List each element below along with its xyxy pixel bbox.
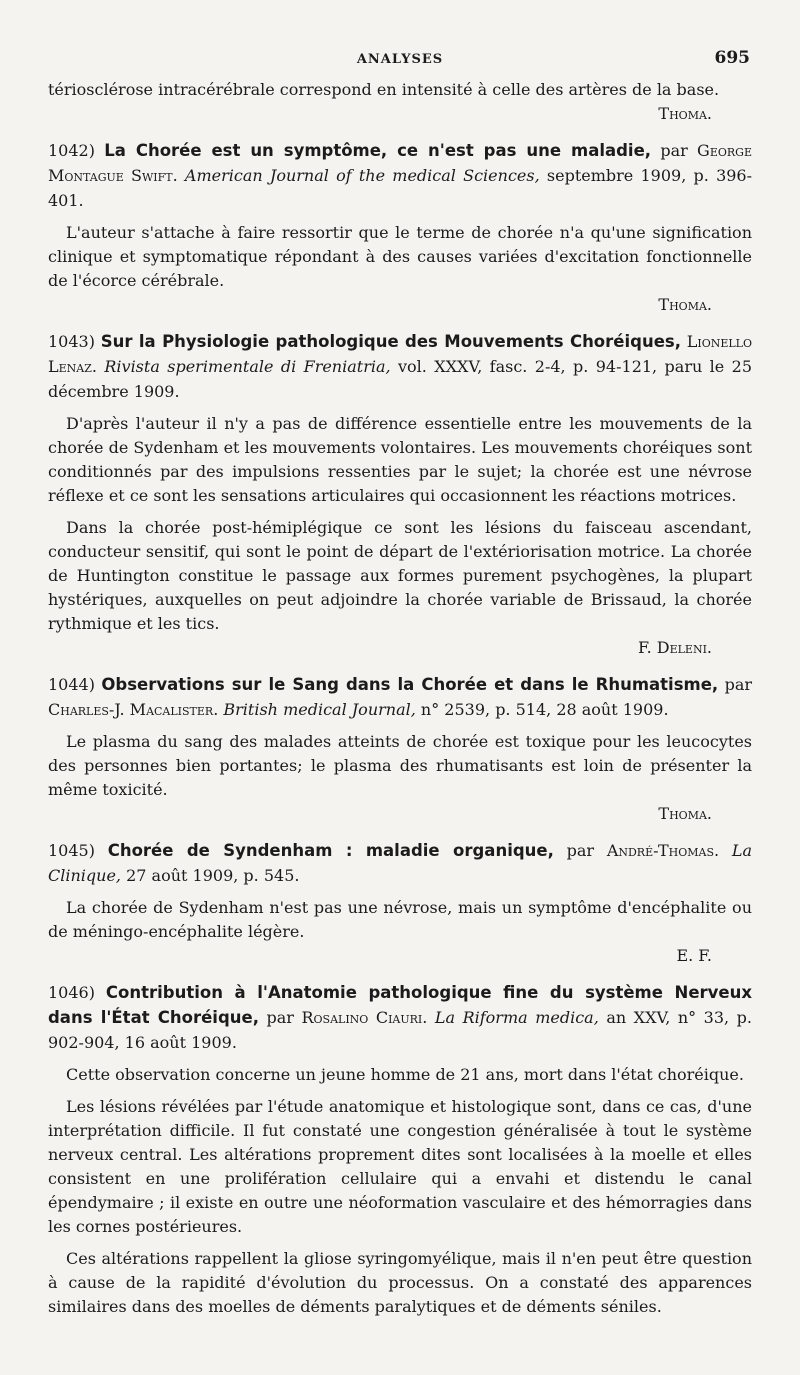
entry-title: Chorée de Syndenham : maladie organique, — [107, 841, 554, 860]
entry-heading — [48, 838, 752, 888]
entry-paragraph: Le plasma du sang des malades atteints de chorée est toxique pour les leucocytes des personnes bien portantes; le plasma des rhumatisants est loin de présenter la même toxicité. — [48, 732, 752, 799]
entry-reference: n° 2539, p. 514, 28 août 1909. — [420, 700, 669, 719]
abstract-entry — [48, 672, 752, 826]
entry-reference: 27 août 1909, p. 545. — [126, 866, 300, 885]
running-head-title: ANALYSES — [356, 52, 444, 67]
entry-title: La Chorée est un symptôme, ce n'est pas une maladie, — [104, 141, 652, 160]
entries-list — [48, 138, 752, 1319]
entry-journal: La Clinique, — [48, 841, 752, 885]
entry-signature: Thoma. — [658, 804, 712, 823]
entry-number: 1043) — [48, 332, 95, 351]
abstract-entry — [48, 980, 752, 1319]
entry-paragraph: Les lésions révélées par l'étude anatomique et histologique sont, dans ce cas, d'une interprétation difficile. Il fut constaté une congestion généralisée à tout le système nerveux central. Les altérations proprement dites sont localisées à la moelle et elles consistent en une prolifération cellulaire qui a envahi et distendu le canal épendymaire ; il existe en outre une néoformation vasculaire et des hémorragies dans les cornes postérieures. — [48, 1097, 752, 1236]
entry-paragraph: Cette observation concerne un jeune homme de 21 ans, mort dans l'état choréique. — [66, 1065, 744, 1084]
running-head — [48, 48, 752, 78]
page-number: 695 — [714, 48, 750, 68]
entry-by: par — [724, 675, 753, 694]
entry-paragraph: Dans la chorée post-hémiplégique ce sont les lésions du faisceau ascendant, conducteur sensitif, qui sont le point de départ de l'extériorisation motrice. La chorée de Huntington constitue le passage aux formes purement psychogènes, la plupart hystériques, auxquelles on peut adjoindre la chorée variable de Brissaud, la chorée rythmique et les tics. — [48, 518, 752, 633]
entry-title: Contribution à l'Anatomie pathologique fine du système Nerveux dans l'État Choréique, — [48, 983, 752, 1027]
entry-author: Lionello Lenaz. — [48, 332, 752, 376]
lead-signature: Thoma. — [658, 104, 712, 123]
lead-paragraph: tériosclérose intracérébrale correspond en intensité à celle des artères de la base. — [48, 80, 720, 99]
entry-title: Sur la Physiologie pathologique des Mouvements Choréiques, — [100, 332, 681, 351]
entry-journal: Rivista sperimentale di Freniatria, — [104, 357, 391, 376]
entry-number: 1044) — [48, 675, 95, 694]
entry-journal: American Journal of the medical Sciences, — [184, 166, 540, 185]
entry-heading — [48, 138, 752, 213]
entry-signature: E. F. — [676, 946, 712, 965]
entry-signature: Thoma. — [658, 295, 712, 314]
entry-by: par — [266, 1008, 294, 1027]
entry-signature: F. Deleni. — [637, 638, 712, 657]
entry-author: Rosalino Ciauri. — [301, 1008, 428, 1027]
entry-author: André-Thomas. — [606, 841, 720, 860]
entry-journal: British medical Journal, — [223, 700, 416, 719]
entry-journal: La Riforma medica, — [434, 1008, 599, 1027]
abstract-entry — [48, 329, 752, 660]
entry-heading — [48, 980, 752, 1055]
entry-paragraph: L'auteur s'attache à faire ressortir que le terme de chorée n'a qu'une signification clinique et symptomatique répondant à des causes variées d'excitation fonctionnelle de l'écorce cérébrale. — [48, 223, 752, 290]
entry-reference: an XXV, n° 33, p. 902-904, 16 août 1909. — [48, 1008, 752, 1052]
entry-author: George Montague Swift. — [48, 141, 752, 185]
entry-number: 1046) — [48, 983, 95, 1002]
entry-title: Observations sur le Sang dans la Chorée et dans le Rhumatisme, — [101, 675, 719, 694]
entry-paragraph: D'après l'auteur il n'y a pas de différence essentielle entre les mouvements de la chorée de Sydenham et les mouvements volontaires. Les mouvements choréiques sont conditionnés par des impulsions ressenties par le sujet; la chorée est une névrose réflexe et ce sont les sensations articulaires qui occasionnent les réactions motrices. — [48, 414, 752, 505]
entry-paragraph: Ces altérations rappellent la gliose syringomyélique, mais il n'en peut être question à cause de la rapidité d'évolution du processus. On a constaté des apparences similaires dans des moelles de déments paralytiques et de déments séniles. — [48, 1249, 752, 1316]
entry-author: Charles-J. Macalister. — [48, 700, 219, 719]
entry-number: 1042) — [48, 141, 95, 160]
entry-number: 1045) — [48, 841, 95, 860]
entry-paragraph: La chorée de Sydenham n'est pas une névrose, mais un symptôme d'encéphalite ou de méningo-encéphalite légère. — [48, 898, 752, 941]
entry-by: par — [660, 141, 688, 160]
abstract-entry — [48, 838, 752, 968]
entry-heading — [48, 672, 752, 722]
entry-reference: vol. XXXV, fasc. 2-4, p. 94-121, paru le 25 décembre 1909. — [48, 357, 753, 401]
entry-heading — [48, 329, 752, 404]
abstract-entry — [48, 138, 752, 317]
entry-reference: septembre 1909, p. 396-401. — [48, 166, 753, 210]
entry-by: par — [566, 841, 595, 860]
